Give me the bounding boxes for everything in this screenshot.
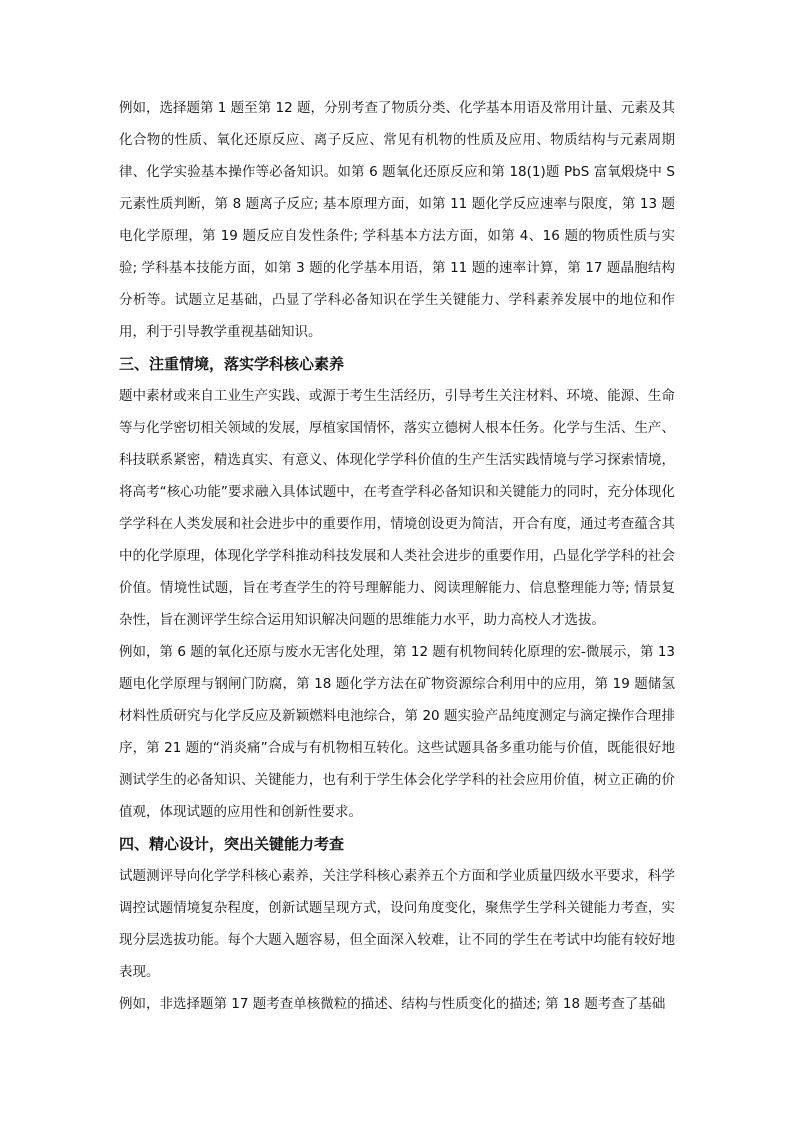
section-heading-3: 三、注重情境，落实学科核心素养 (119, 355, 345, 373)
paragraph-examples-choice-questions: 例如，选择题第 1 题至第 12 题，分别考查了物质分类、化学基本用语及常用计量、元素及其化合物的性质、氧化还原反应、离子反应、常见有机物的性质及应用、物质结构与元素周期律、化学实验基本操作等必备知识。如第 6 题氧化还原反应和第 18(1)题 PbS 富氧煅烧中 S 元素性质判断，第 8 题离子反应; 基本原理方面，如第 11 题化学反应速率与限度，第 13 题电化学原理，第 19 题反应自发性条件; 学科基本方法方面，如第 4、16 题的物质性质与实验; 学科基本技能方面，如第 3 题的化学基本用语，第 11 题的速率计算，第 17 题晶胞结构分析等。试题立足基础，凸显了学科必备知识在学生关键能力、学科素养发展中的地位和作用，利于引导教学重视基础知识。 (119, 100, 680, 340)
document-page (119, 92, 680, 1020)
paragraph-context-materials: 题中素材或来自工业生产实践、或源于考生生活经历，引导考生关注材料、环境、能源、生命等与化学密切相关领域的发展，厚植家国情怀，落实立德树人根本任务。化学与生活、生产、科技联系紧密，精选真实、有意义、体现化学学科价值的生产生活实践情境与学习探索情境，将高考“核心功能”要求融入具体试题中，在考查学科必备知识和关键能力的同时，充分体现化学学科在人类发展和社会进步中的重要作用，情境创设更为简洁，开合有度，通过考查蕴含其中的化学原理，体现化学学科推动科技发展和人类社会进步的重要作用，凸显化学学科的社会价值。情境性试题，旨在考查学生的符号理解能力、阅读理解能力、信息整理能力等; 情景复杂性，旨在测评学生综合运用知识解决问题的思维能力水平，助力高校人才选拔。 (119, 388, 675, 628)
section-heading-4: 四、精心设计，突出关键能力考查 (119, 835, 345, 853)
paragraph-examples-nonchoice: 例如，非选择题第 17 题考查单核微粒的描述、结构与性质变化的描述; 第 18 题考查了基础 (119, 996, 666, 1012)
paragraph-key-ability: 试题测评导向化学学科核心素养，关注学科核心素养五个方面和学业质量四级水平要求，科学调控试题情境复杂程度，创新试题呈现方式，设问角度变化，聚焦学生学科关键能力考查，实现分层选拔功能。每个大题入题容易，但全面深入较难，让不同的学生在考试中均能有较好地表现。 (119, 868, 675, 980)
paragraph-examples-context: 例如，第 6 题的氧化还原与废水无害化处理，第 12 题有机物间转化原理的宏-微展示，第 13 题电化学原理与钢闸门防腐，第 18 题化学方法在矿物资源综合利用中的应用，第 19 题储氢材料性质研究与化学反应及新颖燃料电池综合，第 20 题实验产品纯度测定与滴定操作合理排序，第 21 题的“消炎痛”合成与有机物相互转化。这些试题具备多重功能与价值，既能很好地测试学生的必备知识、关键能力，也有利于学生体会化学学科的社会应用价值，树立正确的价值观，体现试题的应用性和创新性要求。 (119, 644, 680, 820)
